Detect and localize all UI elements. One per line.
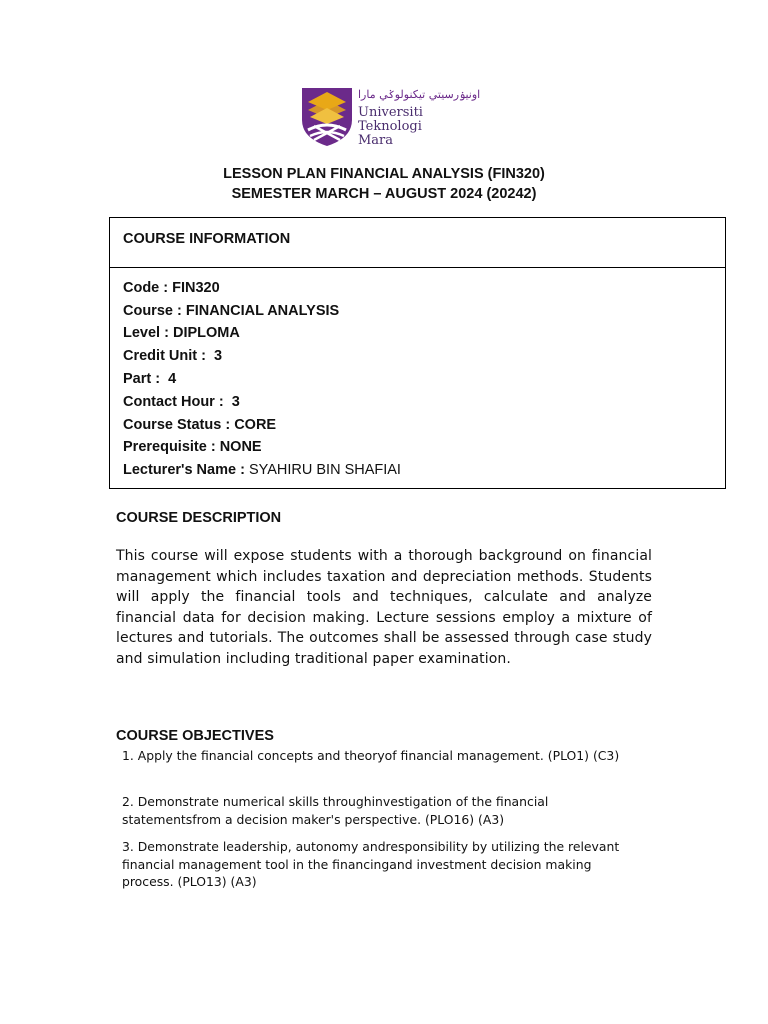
info-label: Prerequisite : (123, 439, 220, 455)
objective-item: 2. Demonstrate numerical skills throughinvestigation of the financial statementsfrom a decision maker's perspective. (PLO16) (A3) (122, 794, 549, 827)
info-value: DIPLOMA (172, 325, 240, 341)
info-row-course (123, 303, 339, 319)
info-row-credit-unit (123, 348, 222, 364)
info-value: 3 (227, 394, 240, 410)
info-value: CORE (234, 417, 277, 433)
info-row-code (123, 280, 220, 296)
info-row-course-status (123, 417, 276, 433)
info-value: NONE (219, 439, 262, 455)
info-label: Part : (123, 371, 165, 387)
info-value: 4 (164, 371, 177, 387)
course-information-heading: COURSE INFORMATION (123, 231, 291, 247)
info-label: Contact Hour : (123, 394, 228, 410)
info-value: FIN320 (172, 280, 220, 296)
info-value: 3 (210, 348, 223, 364)
logo-line-mara: Mara (358, 133, 394, 148)
course-description-heading: COURSE DESCRIPTION (116, 510, 282, 526)
objective-item: 3. Demonstrate leadership, autonomy andresponsibility by utilizing the relevant financial management tool in the financingand investment decision making process. (PLO13) (A3) (122, 839, 620, 889)
logo-arabic-text: اونيۏرسيتي تيكنولوݢي مارا (358, 88, 481, 101)
info-label: Course Status : (123, 417, 235, 433)
course-description-text: This course will expose students with a thorough background on financial management which includes taxation and depreciation methods. Students will apply the financial tools and techniques, calculate and analyze financial data for decision making. Lecture sessions employ a mixture of lectures and tutorials. The outcomes shall be assessed through case study and simulation including traditional paper examination. (116, 548, 652, 667)
course-objectives-heading: COURSE OBJECTIVES (116, 728, 274, 744)
logo-line-teknologi: Teknologi (358, 119, 422, 134)
info-row-level (123, 325, 240, 341)
info-value: FINANCIAL ANALYSIS (185, 303, 340, 319)
info-label: Lecturer's Name : (123, 462, 249, 478)
university-logo (300, 86, 481, 150)
info-label: Code : (123, 280, 173, 296)
info-label: Credit Unit : (123, 348, 210, 364)
uitm-crest-icon (300, 86, 354, 148)
info-row-part (123, 371, 176, 387)
course-information-box (109, 217, 726, 489)
info-row-prerequisite (123, 439, 262, 455)
info-row-contact-hour (123, 394, 240, 410)
info-label: Course : (123, 303, 186, 319)
info-value: SYAHIRU BIN SHAFIAI (248, 462, 401, 478)
objective-item: 1. Apply the financial concepts and theoryof financial management. (PLO1) (C3) (122, 748, 620, 763)
logo-line-universiti: Universiti (358, 105, 423, 120)
info-label: Level : (123, 325, 173, 341)
course-information-header (110, 218, 725, 268)
info-row-lecturer (123, 462, 401, 478)
document-title: LESSON PLAN FINANCIAL ANALYSIS (FIN320) (223, 166, 545, 182)
semester-title: SEMESTER MARCH – AUGUST 2024 (20242) (231, 186, 537, 202)
